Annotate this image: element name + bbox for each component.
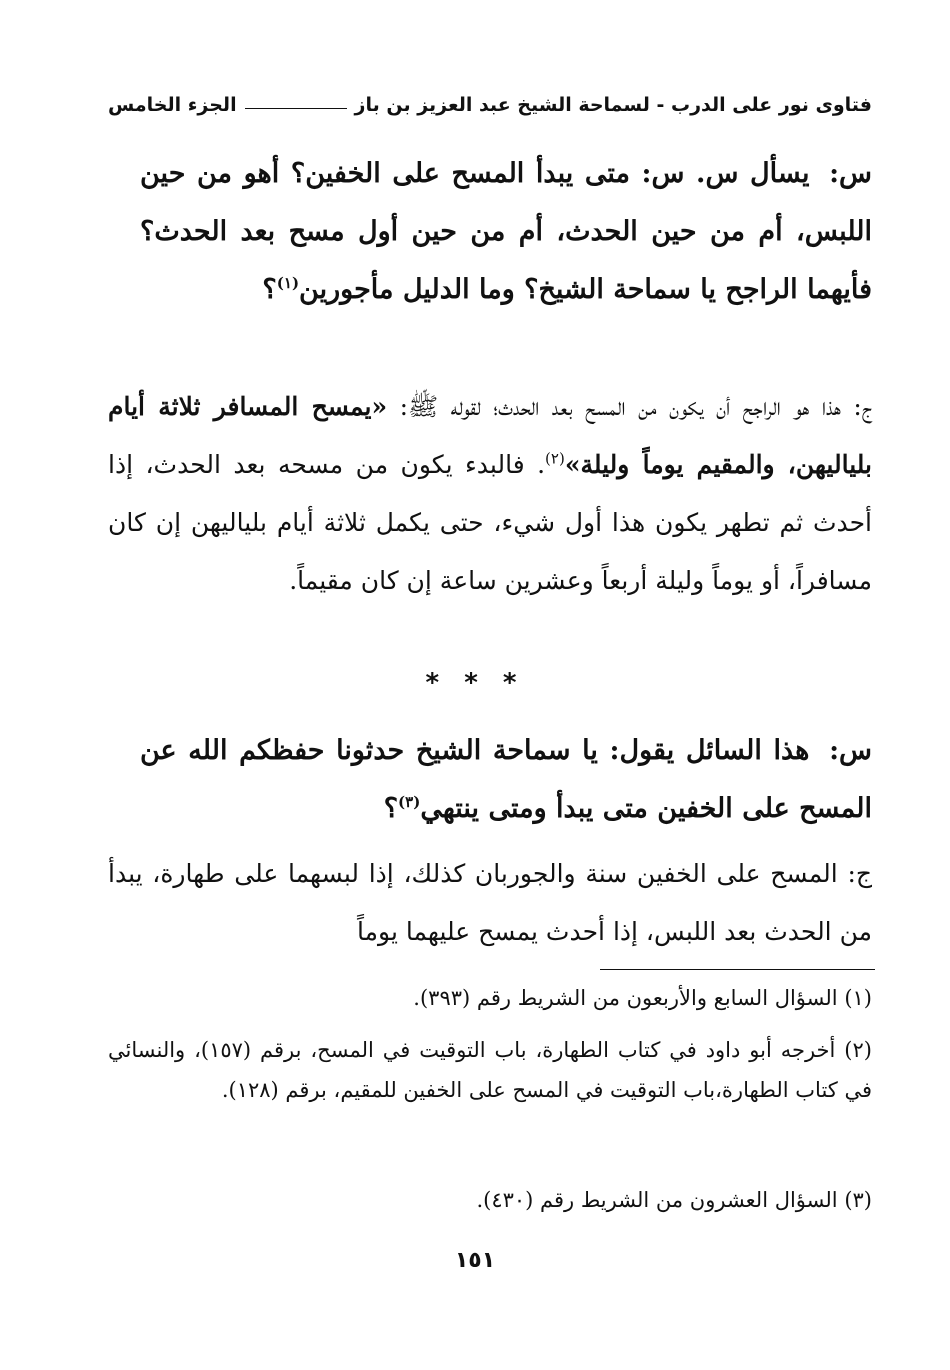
question-1-label: س: bbox=[829, 158, 872, 189]
section-separator: * * * bbox=[425, 668, 525, 698]
header-book-title: فتاوى نور على الدرب - لسماحة الشيخ عبد العزيز بن باز bbox=[354, 94, 872, 116]
running-header bbox=[108, 88, 872, 122]
question-1-footnote-ref: (١) bbox=[276, 274, 300, 292]
answer-2-body: المسح على الخفين سنة والجوربان كذلك، إذا لبسهما على طهارة، يبدأ من الحدث بعد اللبس، إذا أحدث يمسح عليهما يوماً bbox=[108, 859, 872, 946]
footnote-2-number: (٢) bbox=[844, 1038, 872, 1062]
footnote-3-number: (٣) bbox=[844, 1188, 872, 1212]
footnote-1-number: (١) bbox=[844, 986, 872, 1010]
answer-1-label: ج: bbox=[853, 392, 872, 421]
footnote-separator bbox=[600, 969, 875, 970]
question-2-footnote-ref: (٣) bbox=[398, 793, 421, 811]
question-2-text: هذا السائل يقول: يا سماحة الشيخ حدثونا حفظكم الله عن المسح على الخفين متى يبدأ ومتى ينتهي bbox=[140, 735, 872, 824]
question-1 bbox=[140, 145, 872, 319]
answer-1-intro: هذا هو الراجح أن يكون من المسح بعد الحدث؛ لقوله ﷺ: bbox=[399, 392, 841, 421]
question-2-label: س: bbox=[829, 735, 872, 766]
question-2 bbox=[140, 722, 872, 838]
footnote-1-text: السؤال السابع والأربعون من الشريط رقم (٣٩٣). bbox=[413, 986, 838, 1010]
page-number: ١٥١ bbox=[454, 1248, 496, 1273]
footnote-3 bbox=[108, 1180, 872, 1220]
answer-2-label: ج: bbox=[847, 859, 872, 888]
question-1-text: يسأل س. س: متى يبدأ المسح على الخفين؟ أهو من حين اللبس، أم من حين الحدث، أم من حين أول مسح بعد الحدث؟ فأيهما الراجح يا سماحة الشيخ؟ وما الدليل مأجورين bbox=[140, 158, 872, 305]
header-volume: الجزء الخامس bbox=[108, 94, 237, 116]
footnote-2 bbox=[108, 1030, 872, 1110]
answer-1-footnote-ref: (٢) bbox=[545, 449, 565, 468]
footnote-2-text: أخرجه أبو داود في كتاب الطهارة، باب التوقيت في المسح، برقم (١٥٧)، والنسائي في كتاب الطهارة،باب التوقيت في المسح على الخفين للمقيم، برقم (١٢٨). bbox=[108, 1038, 872, 1102]
answer-1 bbox=[108, 378, 872, 610]
answer-2 bbox=[108, 845, 872, 961]
answer-1-hadith: «يمسح المسافر ثلاثة أيام بلياليهن، والمقيم يوماً وليلة» bbox=[108, 392, 872, 479]
footnote-3-text: السؤال العشرون من الشريط رقم (٤٣٠). bbox=[476, 1188, 838, 1212]
footnote-1 bbox=[108, 978, 872, 1018]
answer-1-body: . فالبدء يكون من مسحه بعد الحدث، إذا أحدث ثم تطهر يكون هذا أول شيء، حتى يكمل ثلاثة أيام بلياليهن إن كان مسافراً، أو يوماً وليلة أربعاً وعشرين ساعة إن كان مقيماً. bbox=[108, 450, 872, 595]
header-rule bbox=[245, 108, 347, 109]
question-1-end: ؟ bbox=[262, 274, 277, 305]
question-2-end: ؟ bbox=[383, 793, 399, 824]
